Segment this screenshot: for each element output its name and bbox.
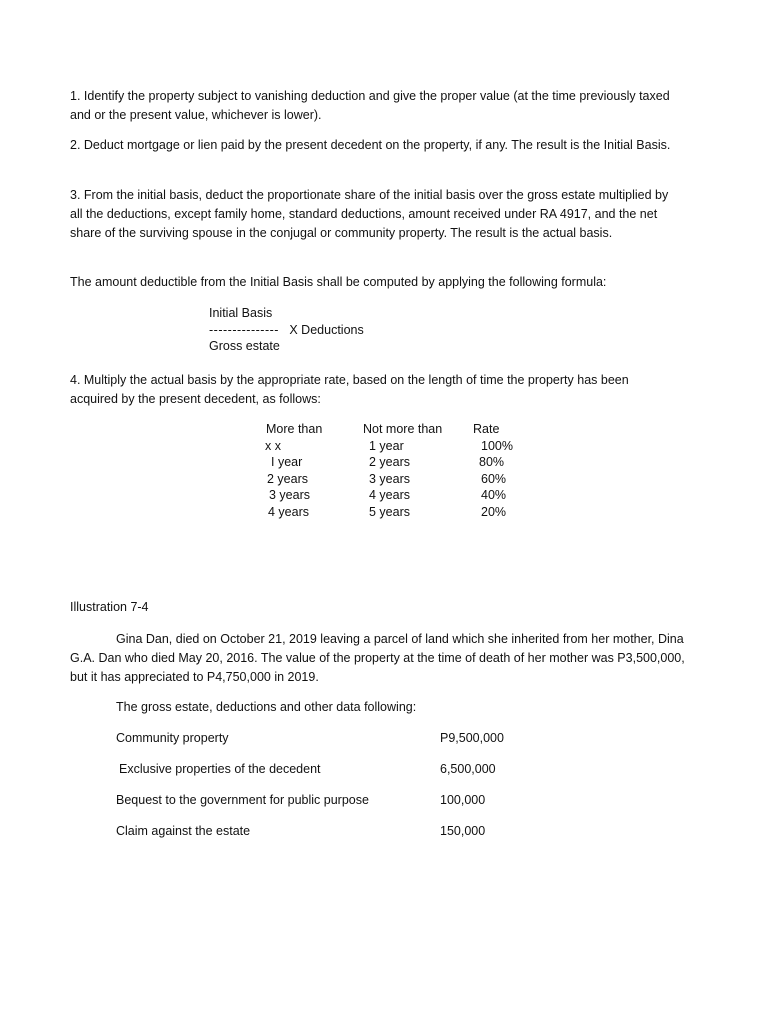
table-cell-more-than: 3 years [269,488,310,502]
step-3-text: 3. From the initial basis, deduct the proportionate share of the initial basis over the gross estate multiplied by all the deductions, except family home, standard deductions, amount received under RA 4917, and the net share of the surviving spouse in the conjugal or community property. The result is the actual basis. [70,188,669,240]
item-label: Bequest to the government for public purpose [116,793,369,807]
table-row [250,504,521,521]
item-value: P9,500,000 [440,731,504,745]
deduction-formula [209,305,364,355]
step-1-text: 1. Identify the property subject to vanishing deduction and give the proper value (at the time previously taxed and or the present value, whichever is lower). [70,89,670,122]
list-item [116,731,536,749]
list-item [116,824,536,842]
step-4-text: 4. Multiply the actual basis by the appropriate rate, based on the length of time the property has been acquired by the present decedent, as follows: [70,373,629,406]
table-cell-not-more-than: 3 years [369,471,410,486]
table-cell-not-more-than: 2 years [369,455,410,469]
table-row [250,471,521,488]
item-value: 100,000 [440,793,486,807]
table-cell-more-than: 2 years [267,471,308,486]
table-row [250,454,521,471]
list-item [116,793,536,811]
illustration-title: Illustration 7-4 [70,600,149,614]
step-2-text: 2. Deduct mortgage or lien paid by the present decedent on the property, if any. The result is the Initial Basis. [70,138,671,152]
illustration-intro: The gross estate, deductions and other data following: [116,700,417,714]
table-cell-rate: 20% [481,504,507,519]
rate-table-header-not-more-than: Not more than [363,422,443,436]
formula-denominator: Gross estate [209,339,280,353]
table-row [250,438,521,455]
item-label: Claim against the estate [116,824,251,838]
item-label: Exclusive properties of the decedent [119,762,321,776]
rate-table-header-rate: Rate [473,422,500,436]
rate-table-header-row [250,421,521,438]
table-cell-more-than: I year [271,455,303,469]
formula-multiplier: X Deductions [289,322,364,337]
rate-table-header-more-than: More than [266,422,323,436]
table-cell-rate: 60% [481,471,507,486]
table-cell-more-than: x x [265,438,281,453]
table-cell-not-more-than: 1 year [369,438,404,453]
table-cell-more-than: 4 years [268,504,309,519]
table-cell-not-more-than: 4 years [369,488,410,502]
table-row [250,487,521,504]
formula-numerator: Initial Basis [209,306,273,320]
table-cell-rate: 40% [481,488,507,502]
list-item [116,762,536,780]
formula-fraction-line [209,322,364,339]
item-value: 6,500,000 [440,762,496,776]
item-value: 150,000 [440,824,486,838]
table-cell-rate: 80% [479,455,505,469]
illustration-narrative: Gina Dan, died on October 21, 2019 leaving a parcel of land which she inherited from her mother, Dina G.A. Dan who died May 20, 2016. The value of the property at the time of death of her mother was P3,500,000, but it has appreciated to P4,750,000 in 2019. [70,632,685,684]
table-cell-rate: 100% [481,438,513,453]
formula-intro-text: The amount deductible from the Initial Basis shall be computed by applying the following formula: [70,275,607,289]
table-cell-not-more-than: 5 years [369,504,410,519]
item-label: Community property [116,731,229,745]
rate-table [250,421,521,520]
formula-dashes: --------------- [209,322,279,337]
